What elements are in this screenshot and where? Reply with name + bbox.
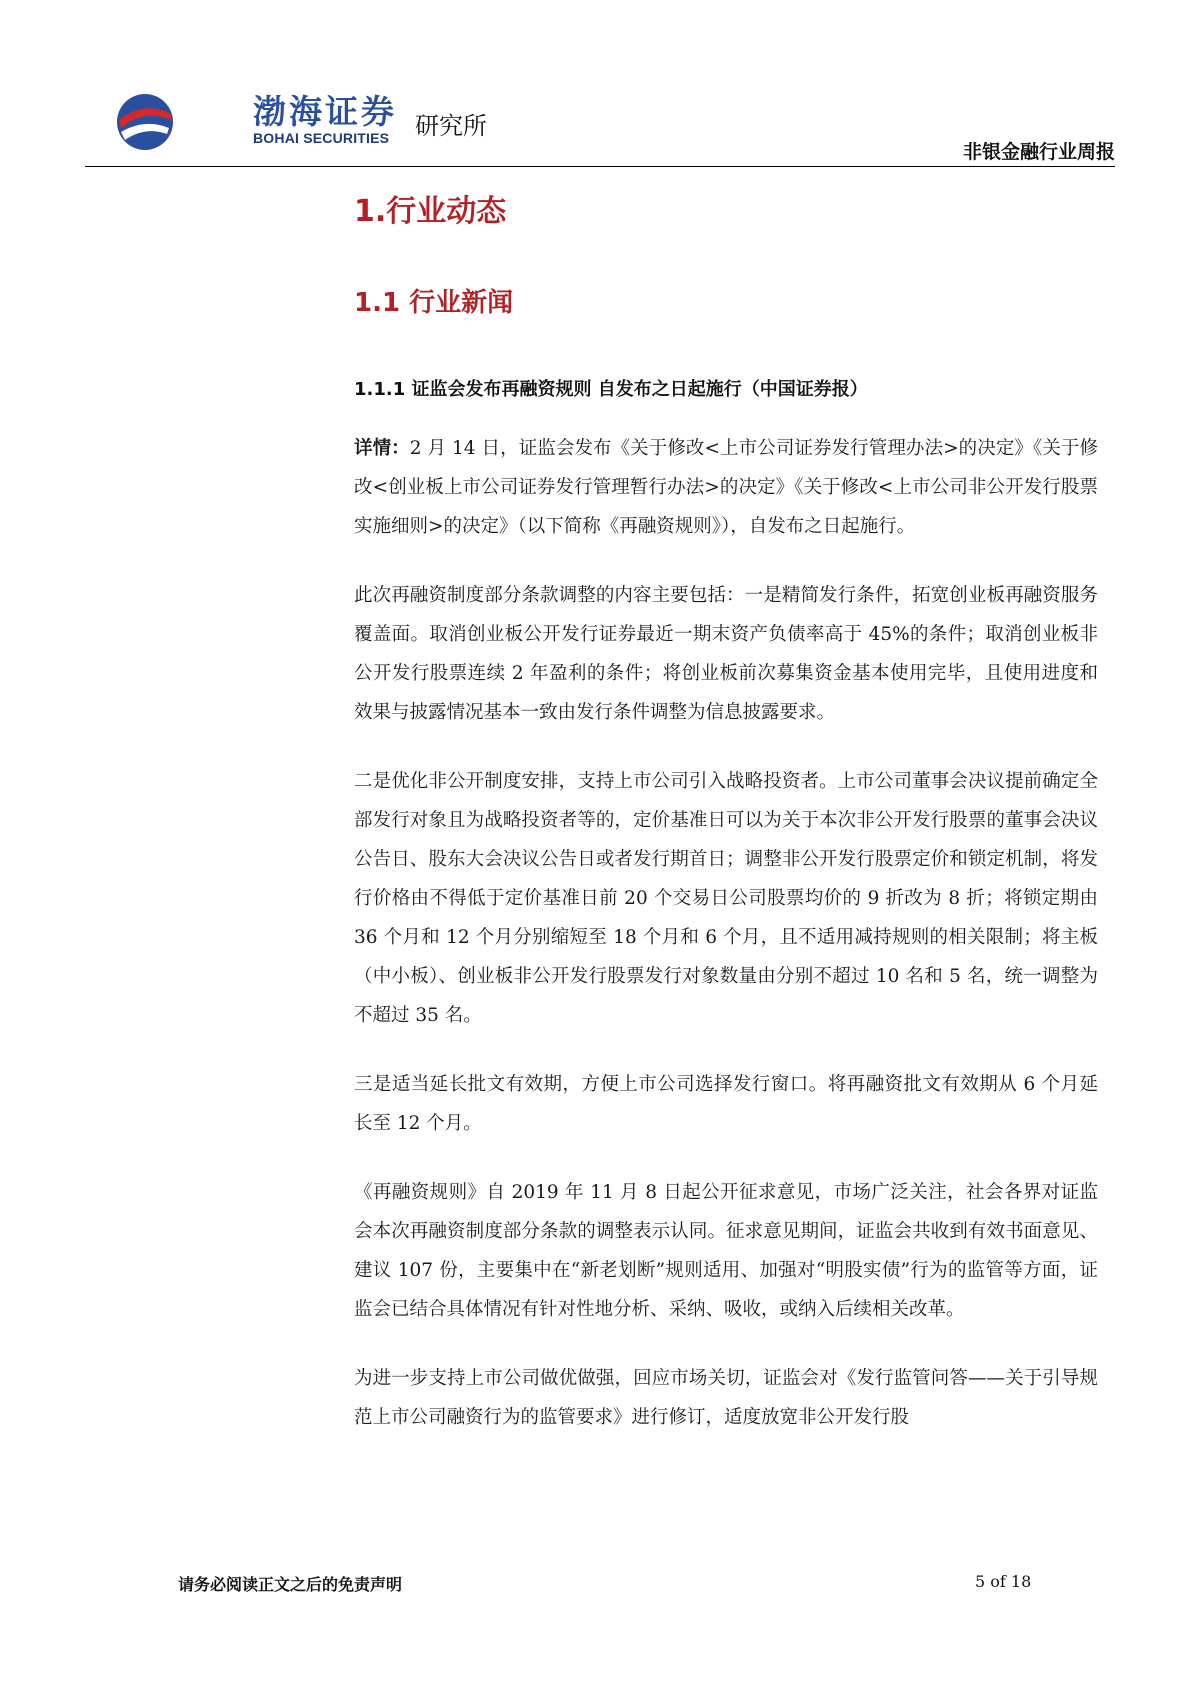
paragraph-public-consultation: 《再融资规则》自 2019 年 11 月 8 日起公开征求意见，市场广泛关注，社会各界对证监会本次再融资制度部分条款的调整表示认同。征求意见期间，证监会共收到有效书面意见、建议 107 份，主要集中在“新老划断”规则适用、加强对“明股实债”行为的监管等方面，证监会已结合具体情况有针对性地分析、采纳、吸收，或纳入后续相关改革。 [354, 1182, 1098, 1320]
paragraph-adjustments: 此次再融资制度部分条款调整的内容主要包括：一是精简发行条件，拓宽创业板再融资服务覆盖面。取消创业板公开发行证券最近一期末资产负债率高于 45%的条件；取消创业板非公开发行股票连续 2 年盈利的条件；将创业板前次募集资金基本使用完毕，且使用进度和效果与披露情况基本一致由发行条件调整为信息披露要求。 [354, 585, 1098, 723]
paragraph-approval-validity: 三是适当延长批文有效期，方便上市公司选择发行窗口。将再融资批文有效期从 6 个月延长至 12 个月。 [354, 1074, 1098, 1134]
logo-chinese-name: 渤海证券 [253, 92, 397, 131]
logo-english-name: BOHAI SECURITIES [253, 130, 390, 146]
bohai-logo-icon [115, 92, 175, 152]
paragraph-regulatory-qa: 为进一步支持上市公司做优做强，回应市场关切，证监会对《发行监管问答——关于引导规范上市公司融资行为的监管要求》进行修订，适度放宽非公开发行股 [354, 1368, 1098, 1428]
institute-label: 研究所 [415, 112, 487, 140]
section-heading-1: 1.行业动态 [354, 194, 507, 229]
main-content [354, 176, 1098, 1437]
page-number: 5 of 18 [975, 1572, 1032, 1591]
footer-disclaimer: 请务必阅读正文之后的免责声明 [178, 1575, 403, 1594]
paragraph-details [354, 429, 1098, 546]
details-text: 2 月 14 日，证监会发布《关于修改<上市公司证券发行管理办法>的决定》《关于修改<创业板上市公司证券发行管理暂行办法>的决定》《关于修改<上市公司非公开发行股票实施细则>的决定》（以下简称《再融资规则》），自发布之日起施行。 [354, 438, 1098, 537]
report-type: 非银金融行业周报 [962, 141, 1115, 163]
paragraph-non-public-offering: 二是优化非公开制度安排，支持上市公司引入战略投资者。上市公司董事会决议提前确定全部发行对象且为战略投资者等的，定价基准日可以为关于本次非公开发行股票的董事会决议公告日、股东大会决议公告日或者发行期首日；调整非公开发行股票定价和锁定机制，将发行价格由不得低于定价基准日前 20 个交易日公司股票均价的 9 折改为 8 折；将锁定期由 36 个月和 12 个月分别缩短至 18 个月和 6 个月，且不适用减持规则的相关限制；将主板（中小板）、创业板非公开发行股票发行对象数量由分别不超过 10 名和 5 名，统一调整为不超过 35 名。 [354, 771, 1098, 1026]
news-title: 1.1.1 证监会发布再融资规则 自发布之日起施行（中国证券报） [354, 379, 868, 400]
header-divider [85, 166, 1115, 167]
section-heading-2: 1.1 行业新闻 [354, 288, 514, 318]
details-label: 详情： [354, 438, 410, 459]
page-header [85, 82, 1115, 166]
